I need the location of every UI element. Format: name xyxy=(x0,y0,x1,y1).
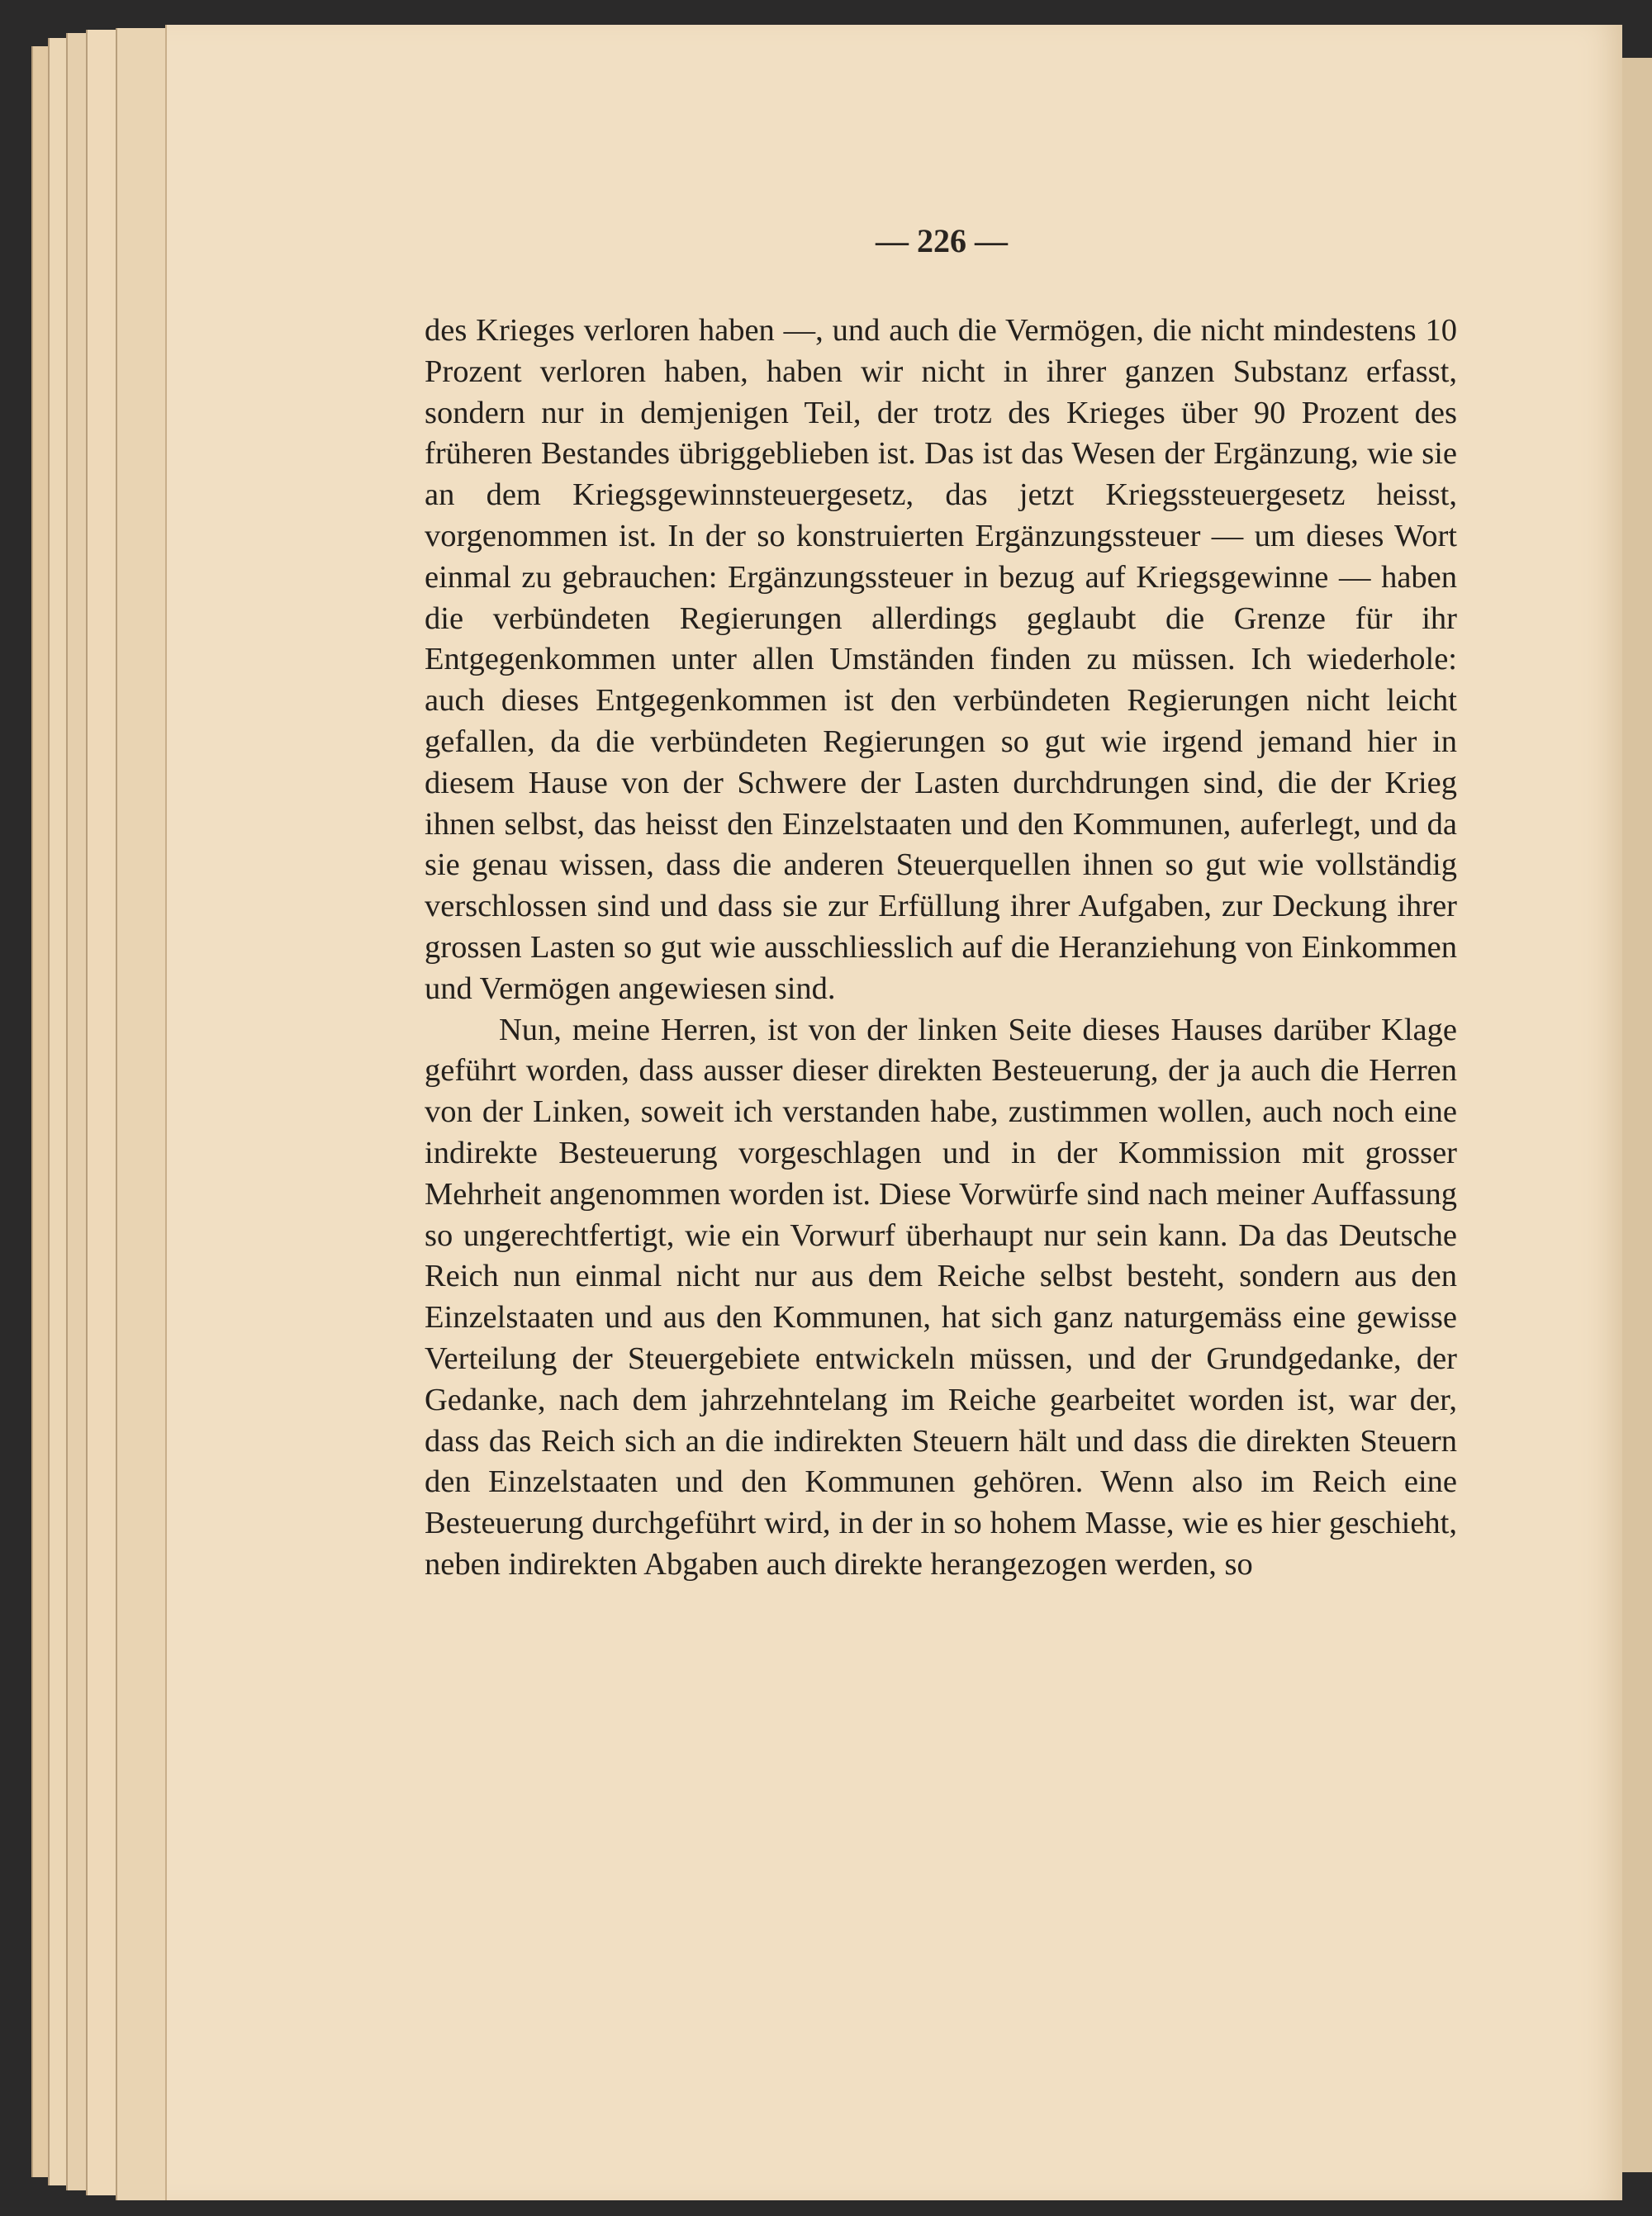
page-number: — 226 — xyxy=(876,222,1008,259)
page-edge xyxy=(116,28,167,2200)
facing-page-edge xyxy=(1617,58,1652,2172)
paragraph-2: Nun, meine Herren, ist von der linken Seite dieses Hauses darüber Klage geführt worden, dass ausser dieser direkten Besteuerung, der ja auch die Herren von der Linken, soweit ich verstanden habe, zustimmen wollen, auch noch eine indirekte Besteuerung vorgeschlagen und in der Kommission mit grosser Mehrheit angenommen worden ist. Diese Vorwürfe sind nach meiner Auffassung so ungerechtfertigt, wie ein Vorwurf überhaupt nur sein kann. Da das Deutsche Reich nun einmal nicht nur aus dem Reiche selbst besteht, sondern aus den Einzelstaaten und aus den Kommunen, hat sich ganz naturgemäss eine gewisse Verteilung der Steuergebiete entwickeln müssen, und der Grundgedanke, der Gedanke, nach dem jahrzehntelang im Reiche gearbeitet worden ist, war der, dass das Reich sich an die indirekten Steuern hält und dass die direkten Steuern den Einzelstaaten und den Kommunen gehören. Wenn also im Reich eine Besteuerung durchgeführt wird, in der in so hohem Masse, wie es hier geschieht, neben indirekten Abgaben auch direkte herangezogen werden, so xyxy=(425,1012,1457,1582)
body-text xyxy=(425,311,1457,1586)
paragraph-1: des Krieges verloren haben —, und auch die Vermögen, die nicht mindestens 10 Prozent verloren haben, haben wir nicht in ihrer ganzen Substanz erfasst, sondern nur in demjenigen Teil, der trotz des Krieges über 90 Prozent des früheren Bestandes übriggeblieben ist. Das ist das Wesen der Ergänzung, wie sie an dem Kriegsgewinnsteuergesetz, das jetzt Kriegssteuergesetz heisst, vorgenommen ist. In der so konstruierten Ergänzungssteuer — um dieses Wort einmal zu gebrauchen: Ergänzungssteuer in bezug auf Kriegsgewinne — haben die verbündeten Regierungen allerdings geglaubt die Grenze für ihr Entgegenkommen unter allen Umständen finden zu müssen. Ich wiederhole: auch dieses Entgegenkommen ist den verbündeten Regierungen nicht leicht gefallen, da die verbündeten Regierungen so gut wie irgend jemand hier in diesem Hause von der Schwere der Lasten durchdrungen sind, die der Krieg ihnen selbst, das heisst den Einzelstaaten und den Kommunen, auferlegt, und da sie genau wissen, dass die anderen Steuerquellen ihnen so gut wie vollständig verschlossen sind und dass sie zur Erfüllung ihrer Aufgaben, zur Deckung ihrer grossen Lasten so gut wie ausschliesslich auf die Heranziehung von Einkommen und Vermögen angewiesen sind. xyxy=(425,313,1457,1006)
